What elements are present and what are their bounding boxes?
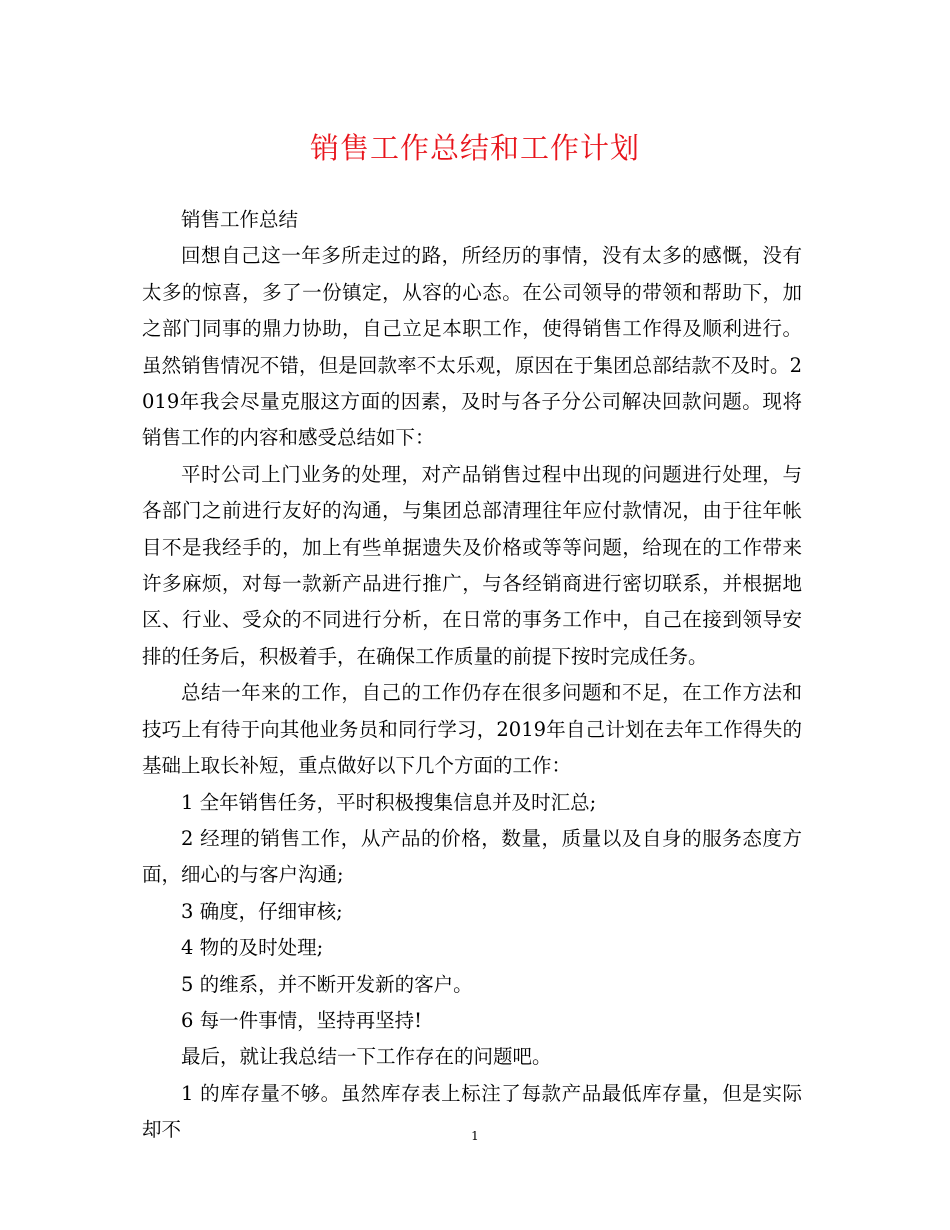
document-body <box>142 202 802 1149</box>
paragraph: 5 的维系，并不断开发新的客户。 <box>181 972 473 996</box>
paragraph: 1 的库存量不够。虽然库存表上标注了每款产品最低库存量，但是实际却不 <box>142 1081 802 1142</box>
paragraph: 2 经理的销售工作，从产品的价格，数量，质量以及自身的服务态度方面，细心的与客户沟通; <box>142 826 802 887</box>
paragraph: 最后，就让我总结一下工作存在的问题吧。 <box>181 1045 552 1069</box>
paragraph: 回想自己这一年多所走过的路，所经历的事情，没有太多的感慨，没有太多的惊喜，多了一份镇定，从容的心态。在公司领导的带领和帮助下，加之部门同事的鼎力协助，自己立足本职工作，使得销售工作得及顺利进行。虽然销售情况不错，但是回款率不太乐观，原因在于集团总部结款不及时。2019年我会尽量克服这方面的因素，及时与各子分公司解决回款问题。现将销售工作的内容和感受总结如下： <box>142 244 802 450</box>
paragraph: 销售工作总结 <box>181 208 299 231</box>
paragraph: 4 物的及时处理; <box>181 936 324 960</box>
paragraph: 总结一年来的工作，自己的工作仍存在很多问题和不足，在工作方法和技巧上有待于向其他业务员和同行学习，2019年自己计划在去年工作得失的基础上取长补短，重点做好以下几个方面的工作： <box>142 681 802 778</box>
document-title: 销售工作总结和工作计划 <box>309 131 640 165</box>
paragraph: 1 全年销售任务，平时积极搜集信息并及时汇总; <box>181 790 597 814</box>
paragraph: 6 每一件事情，坚持再坚持! <box>181 1008 422 1032</box>
page-number: 1 <box>471 1129 479 1143</box>
paragraph: 平时公司上门业务的处理，对产品销售过程中出现的问题进行处理，与各部门之前进行友好的沟通，与集团总部清理往年应付款情况，由于往年帐目不是我经手的，加上有些单据遗失及价格或等等问题，给现在的工作带来许多麻烦，对每一款新产品进行推广，与各经销商进行密切联系，并根据地区、行业、受众的不同进行分析，在日常的事务工作中，自己在接到领导安排的任务后，积极着手，在确保工作质量的前提下按时完成任务。 <box>142 462 802 668</box>
paragraph: 3 确度，仔细审核; <box>181 899 343 923</box>
